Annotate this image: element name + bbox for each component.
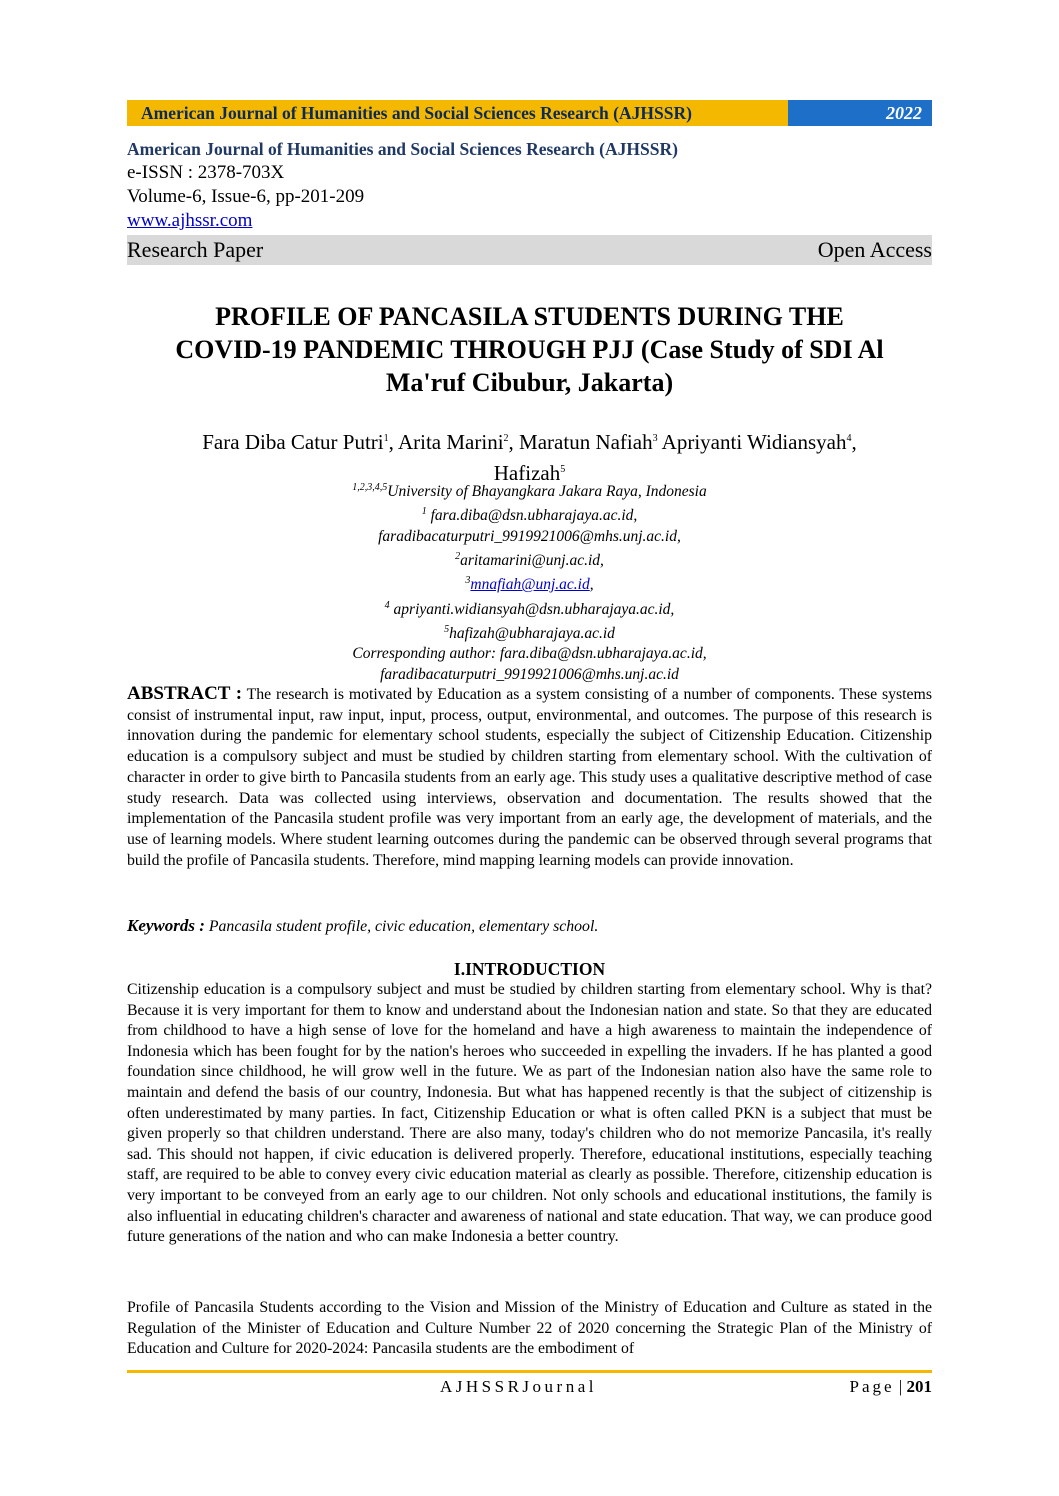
email-mark: 4: [384, 599, 390, 611]
email-1: fara.diba@dsn.ubharajaya.ac.id,: [426, 507, 638, 525]
abstract-text: The research is motivated by Education as a system consisting of a number of components. These systems consist of instrumental input, raw input, input, process, output, environmental, and outcomes. The purpose of this research is innovation during the pandemic for elementary school students, especially the subject of Citizenship Education. Citizenship education is a compulsory subject and must be studied by children starting from elementary school. With the cultivation of character in order to give birth to Pancasila students from an early age. This study uses a qualitative descriptive method of case study research. Data was collected using interviews, observation and documentation. The results showed that the implementation of the Pancasila student profile was very important from an early age, the development of materials, and the use of learning models. Where student learning outcomes during the pandemic can be observed through several programs that build the profile of Pancasila students. Therefore, mind mapping learning models can provide innovation.: [127, 686, 932, 869]
affiliation-block: [127, 478, 932, 685]
footer-journal: AJHSSRJournal: [440, 1377, 597, 1396]
abstract-label: ABSTRACT :: [127, 683, 243, 704]
author-name: Fara Diba Catur Putri: [202, 430, 384, 454]
abstract: [127, 684, 932, 871]
email-mark: 1: [421, 506, 427, 518]
author-mark: 1: [383, 433, 389, 444]
title-line-2: COVID-19 PANDEMIC THROUGH PJJ (Case Study of SDI Al: [175, 335, 884, 364]
paper-title: [127, 300, 932, 399]
author-name: Arita Marini: [397, 430, 504, 454]
author-name: Maratun Nafiah: [519, 430, 653, 454]
keywords-label: Keywords :: [127, 916, 205, 935]
header-year: 2022: [788, 100, 932, 126]
keywords-text: Pancasila student profile, civic education, elementary school.: [204, 918, 599, 935]
footer-separator: |: [894, 1377, 907, 1396]
email-3-tail: ,: [589, 576, 594, 594]
footer-page-number: 201: [906, 1377, 932, 1396]
email-2: aritamarini@unj.ac.id,: [460, 552, 604, 570]
author-name: Apriyanti Widiansyah: [661, 430, 847, 454]
email-3-link[interactable]: mnafiah@unj.ac.id: [470, 576, 590, 594]
journal-meta: [127, 137, 932, 265]
footer-page: [850, 1376, 932, 1398]
author-sep: ,: [388, 430, 398, 454]
author-sep: ,: [508, 430, 520, 454]
affiliation-institution: University of Bhayangkara Jakara Raya, Indonesia: [387, 483, 707, 501]
meta-volume: Volume-6, Issue-6, pp-201-209: [127, 186, 365, 207]
email-mark: 3: [465, 575, 471, 587]
section-heading-introduction: I.INTRODUCTION: [453, 959, 606, 979]
author-sep: ,: [851, 430, 857, 454]
affiliation-marks: 1,2,3,4,5: [352, 482, 388, 493]
journal-header-bar: [127, 100, 932, 126]
corresponding-author: Corresponding author: fara.diba@dsn.ubharajaya.ac.id,: [352, 645, 707, 663]
author-mark: 5: [560, 464, 566, 475]
author-mark: 4: [846, 433, 852, 444]
open-access-label: Open Access: [817, 237, 932, 262]
footer-rule: [127, 1370, 932, 1373]
title-line-1: PROFILE OF PANCASILA STUDENTS DURING THE: [215, 302, 844, 331]
author-mark: 2: [503, 433, 509, 444]
meta-issn: e-ISSN : 2378-703X: [127, 162, 285, 183]
introduction-paragraph-1: Citizenship education is a compulsory subject and must be studied by children starting from elementary school. Why is that? Because it is very important for them to know and understand about the Indonesian nation and state. So that they are educated from childhood to have a high sense of love for the homeland and have a high awareness to maintain the independence of Indonesia which has been fought for by the nation's heroes who succeeded in expelling the invaders. If he has planted a good foundation since childhood, he will grow well in the future. We as part of the Indonesian nation also have the same role to maintain and defend the basis of our country, Indonesia. But what has happened recently is that the subject of citizenship is often underestimated by many parties. In fact, Citizenship Education or what is often called PKN is a subject that must be given properly so that children understand. There are also many, today's children who do not memorize Pancasila, it's really sad. This should not happen, if civic education is delivered properly. Therefore, educational institutions, especially teaching staff, are required to be able to convey every civic education material as clearly as possible. Therefore, citizenship education is very important to be conveyed from an early age to our children. Not only schools and educational institutions, the family is also influential in educating children's character and awareness of national and state education. That way, we can produce good future generations of the nation and who can make Indonesia a better country.: [127, 981, 932, 1246]
email-mark: 2: [455, 550, 461, 562]
email-mark: 5: [444, 624, 450, 635]
introduction-paragraph-2: Profile of Pancasila Students according to the Vision and Mission of the Ministry of Education and Culture as stated in the Regulation of the Minister of Education and Culture Number 22 of 2020 concerning the Strategic Plan of the Ministry of Education and Culture for 2020-2024: Pancasila students are the embodiment of: [127, 1299, 932, 1358]
keywords: [127, 915, 932, 937]
paper-type-bar: [127, 235, 932, 265]
author-mark: 3: [652, 433, 658, 444]
author-name: Hafizah: [493, 461, 561, 485]
meta-journal-name: American Journal of Humanities and Social Sciences Research (AJHSSR): [127, 139, 678, 159]
paper-type-label: Research Paper: [127, 237, 264, 262]
corresponding-author-2: faradibacaturputri_9919921006@mhs.unj.ac.id: [380, 665, 679, 683]
email-4: apriyanti.widiansyah@dsn.ubharajaya.ac.id,: [389, 600, 675, 618]
footer-page-label: Page: [849, 1377, 895, 1396]
email-5: hafizah@ubharajaya.ac.id: [449, 625, 615, 643]
header-journal-name: American Journal of Humanities and Social Sciences Research (AJHSSR): [127, 100, 788, 126]
meta-website-link[interactable]: www.ajhssr.com: [127, 210, 253, 231]
email-1b: faradibacaturputri_9919921006@mhs.unj.ac.id,: [378, 527, 681, 545]
title-line-3: Ma'ruf Cibubur, Jakarta): [385, 368, 674, 397]
